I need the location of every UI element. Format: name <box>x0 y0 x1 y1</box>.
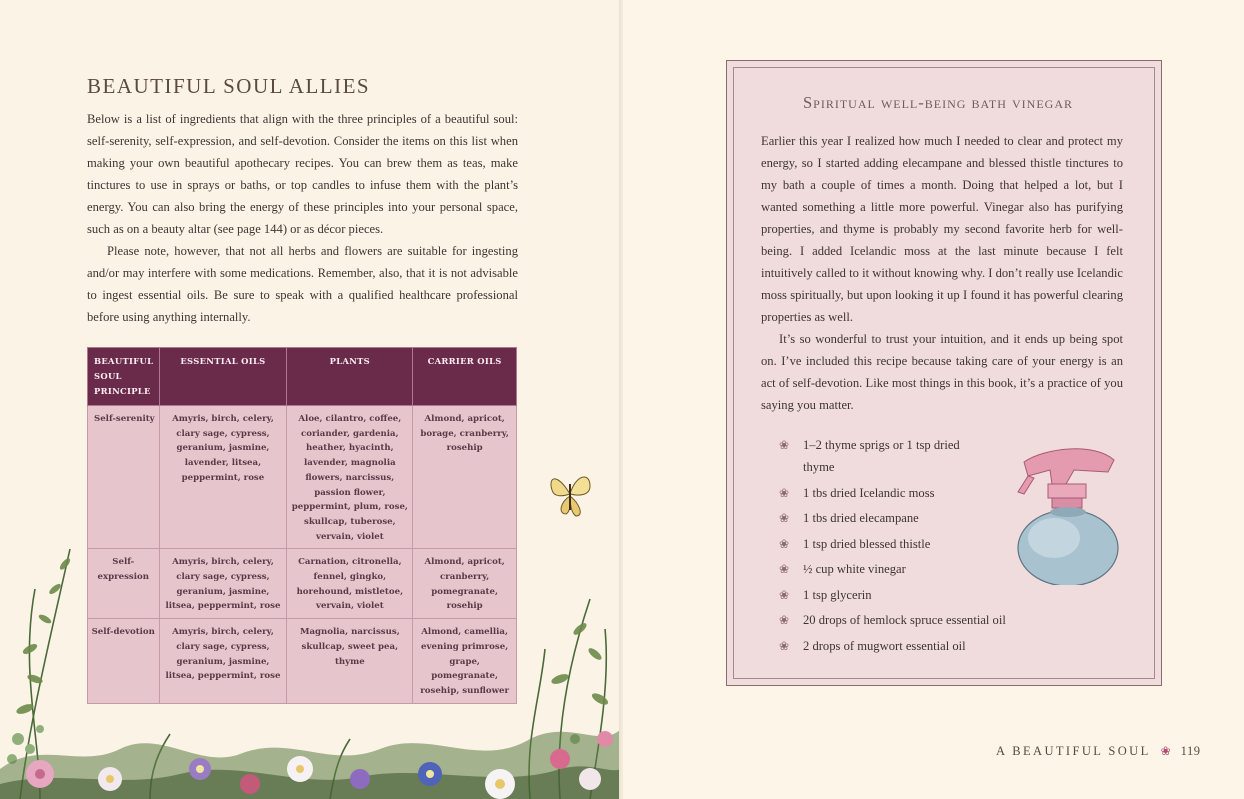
principle-cell: Self-serenity <box>88 406 160 549</box>
list-item: ❀ 20 drops of hemlock spruce essential oil <box>779 609 1006 631</box>
flower-bullet-icon: ❀ <box>779 438 790 452</box>
list-item: ❀ 1 tbs dried Icelandic moss <box>779 482 1006 504</box>
spray-bottle-icon <box>1004 440 1140 585</box>
ingredient-list <box>779 434 1006 660</box>
header-plants: PLANTS <box>287 348 413 406</box>
table-header-row <box>88 348 517 406</box>
list-item: ❀ ½ cup white vinegar <box>779 558 1006 580</box>
caution-paragraph: Please note, however, that not all herbs and flowers are suitable for ingesting and/or may interfere with some medications. Remember, also, that it is not advisable to ingest essential oils. Be sure to speak with a qualified healthcare professional before using anything internally. <box>87 244 518 324</box>
flower-bullet-icon: ❀ <box>779 562 790 576</box>
recipe-title: Spiritual well-being bath vinegar <box>802 93 1074 112</box>
carriers-cell: Almond, apricot, cranberry, pomegranate, rosehip <box>413 549 517 619</box>
plants-cell: Carnation, citronella, fennel, gingko, horehound, mistletoe, vervain, violet <box>287 549 413 619</box>
flower-bullet-icon: ❀ <box>779 638 790 653</box>
principle-cell: Self-expression <box>88 549 160 619</box>
oils-cell: Amyris, birch, celery, clary sage, cypress, geranium, jasmine, litsea, peppermint, rose <box>159 549 287 619</box>
running-head: A BEAUTIFUL SOUL <box>996 744 1151 758</box>
list-item: ❀ 1 tsp dried blessed thistle <box>779 533 1006 555</box>
recipe-intro-paragraph: Earlier this year I realized how much I needed to clear and protect my energy, so I started adding elecampane and blessed thistle tinctures to my bath a couple of times a month. Doing that helped a lot, but I wanted something a little more powerful. Vinegar also has purifying properties, and thyme is probably my second favorite herb for well-being. I added Icelandic moss at the last minute because I felt intuitively called to it without knowing why. I don’t really use Icelandic moss spiritually, but upon looking it up I found it has powerful clearing properties as well. <box>761 134 1123 324</box>
header-carrier-oils: CARRIER OILS <box>413 348 517 406</box>
flower-bullet-icon: ❀ <box>779 613 790 627</box>
flower-bullet-icon: ❀ <box>779 587 790 602</box>
section-title: BEAUTIFUL SOUL ALLIES <box>87 74 371 98</box>
list-item: ❀ 1 tsp glycerin <box>779 584 1006 606</box>
oils-cell: Amyris, birch, celery, clary sage, cypress, geranium, jasmine, lavender, litsea, peppermint, rose <box>159 406 287 549</box>
table-row <box>88 406 517 549</box>
table-row <box>88 549 517 619</box>
flower-bullet-icon: ❀ <box>779 511 790 525</box>
list-item: ❀ 1–2 thyme sprigs or 1 tsp dried thyme <box>779 434 973 478</box>
recipe-second-paragraph: It’s so wonderful to trust your intuition, and it ends up being spot on. I’ve included this recipe because taking care of your energy is an act of self-devotion. Like most things in this book, it’s a practice of you saying you matter. <box>761 332 1123 412</box>
allies-table <box>87 347 517 704</box>
principle-cell: Self-devotion <box>88 619 160 704</box>
butterfly-icon <box>546 466 596 522</box>
left-page <box>0 0 621 799</box>
list-item: ❀ 2 drops of mugwort essential oil <box>779 635 1006 657</box>
plants-cell: Magnolia, narcissus, skullcap, sweet pea, thyme <box>287 619 413 704</box>
oils-cell: Amyris, birch, celery, clary sage, cypress, geranium, jasmine, litsea, peppermint, rose <box>159 619 287 704</box>
flower-ornament-icon: ❀ <box>1160 744 1171 758</box>
intro-paragraph: Below is a list of ingredients that align with the three principles of a beautiful soul: self-serenity, self-expression, and self-devotion. Consider the items on this list when making your own beautiful apothecary recipes. You can brew them as teas, make tinctures to use in sprays or baths, or top candles to infuse them with the plant’s energy. You can also bring the energy of these principles into your personal space, such as on a beauty altar (see page 144) or as décor pieces. <box>87 112 518 236</box>
list-item: ❀ 1 tbs dried elecampane <box>779 507 1006 529</box>
running-footer <box>996 744 1200 759</box>
carriers-cell: Almond, apricot, borage, cranberry, rosehip <box>413 406 517 549</box>
carriers-cell: Almond, camellia, evening primrose, grape, pomegranate, rosehip, sunflower <box>413 619 517 704</box>
flower-bullet-icon: ❀ <box>779 536 790 551</box>
header-essential-oils: ESSENTIAL OILS <box>159 348 287 406</box>
page-number: 119 <box>1180 744 1201 758</box>
plants-cell: Aloe, cilantro, coffee, coriander, gardenia, heather, hyacinth, lavender, magnolia flowers, narcissus, passion flower, peppermint, plum, rose, skullcap, tuberose, vervain, violet <box>287 406 413 549</box>
flower-bullet-icon: ❀ <box>779 485 790 500</box>
header-principle: BEAUTIFUL SOUL PRINCIPLE <box>88 348 160 406</box>
table-row <box>88 619 517 704</box>
